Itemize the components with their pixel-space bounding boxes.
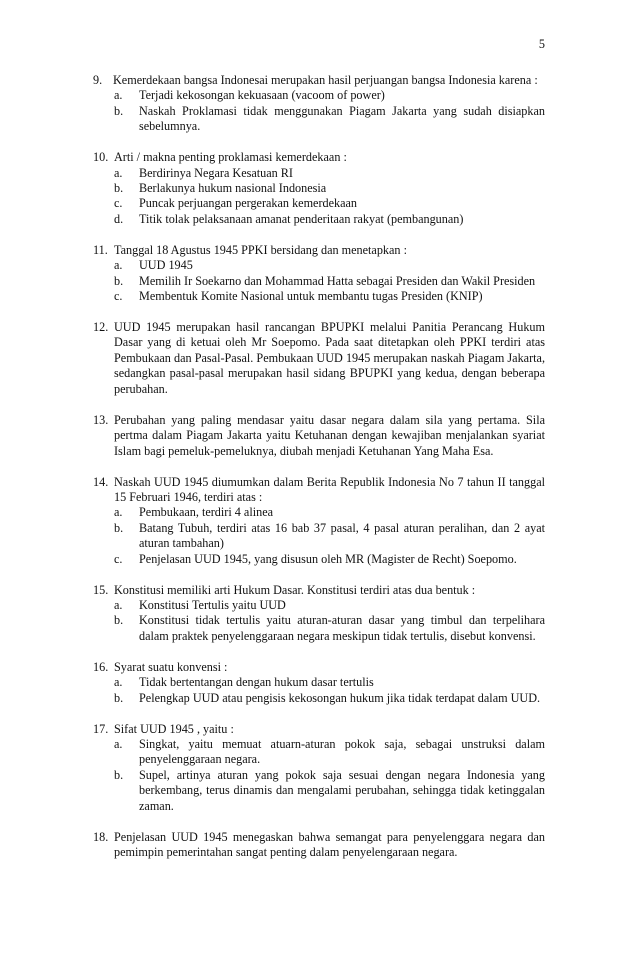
sub-item-text: Konstitusi Tertulis yaitu UUD — [139, 597, 286, 612]
numbered-list — [93, 73, 545, 876]
sub-item-text: Terjadi kekosongan kekuasaan (vacoom of power) — [139, 88, 385, 103]
item-text: Sifat UUD 1945 , yaitu : — [114, 721, 234, 736]
list-item-9 — [93, 73, 545, 135]
item-number: 16. — [93, 659, 109, 674]
item-number: 17. — [93, 721, 109, 736]
sub-item — [93, 289, 545, 304]
item-text: Kemerdekaan bangsa Indonesai merupakan hasil perjuangan bangsa Indonesia karena : — [113, 73, 538, 87]
item-text: UUD 1945 merupakan hasil rancangan BPUPKI melalui Panitia Perancang Hukum Dasar yang di ketuai oleh Mr Soepomo. Pada saat ditetapkan oleh PPKI terdiri atas Pembukaan dan Pasal-Pasal. Pembukaan UUD 1945 merupakan naskah Piagam Jakarta, sedangkan pasal-pasal merupakan hasil sidang BPUPKI yang kedua, dengan beberapa perubahan. — [114, 320, 545, 396]
sub-item-text: Supel, artinya aturan yang pokok saja sesuai dengan negara Indonesia yang berkembang, terus dinamis dan mengalami perubahan, sehingga tidak ketinggalan zaman. — [139, 767, 545, 813]
list-item-16 — [93, 660, 545, 706]
item-number: 13. — [93, 412, 109, 427]
item-text: Perubahan yang paling mendasar yaitu dasar negara dalam sila yang pertama. Sila pertma dalam Piagam Jakarta yaitu Ketuhanan dengan kewajiban menjalankan syariat Islam bagi pemeluk-pemeluknya, diubah menjadi Ketuhanan Yang Maha Esa. — [114, 412, 545, 458]
sub-item-label: b. — [114, 103, 124, 118]
sub-item — [93, 88, 545, 103]
item-text: Arti / makna penting proklamasi kemerdekaan : — [114, 150, 347, 165]
list-item-18 — [93, 830, 545, 861]
sub-item-label: b. — [114, 767, 124, 782]
item-number: 9. — [93, 73, 103, 87]
sub-item-text: Naskah Proklamasi tidak menggunakan Piagam Jakarta yang sudah disiapkan sebelumnya. — [139, 103, 545, 134]
list-item-10 — [93, 150, 545, 227]
sub-item-text: Tidak bertentangan dengan hukum dasar tertulis — [139, 675, 374, 690]
sub-item — [93, 274, 545, 289]
item-text: Konstitusi memiliki arti Hukum Dasar. Konstitusi terdiri atas dua bentuk : — [114, 582, 476, 597]
list-item-14 — [93, 475, 545, 567]
sub-item-text: Pembukaan, terdiri 4 alinea — [139, 505, 274, 520]
sub-item-label: c. — [114, 196, 123, 211]
sub-item-text: Penjelasan UUD 1945, yang disusun oleh MR (Magister de Recht) Soepomo. — [139, 551, 517, 566]
item-number: 18. — [93, 829, 109, 844]
sub-item — [93, 166, 545, 181]
sub-item-text: Konstitusi tidak tertulis yaitu aturan-aturan dasar yang timbul dan terpelihara dalam praktek penyelenggaraan negara meskipun tidak tertulis, disebut konvensi. — [139, 613, 545, 643]
sub-item-text: Puncak perjuangan pergerakan kemerdekaan — [139, 196, 358, 211]
sub-item — [93, 212, 545, 227]
sub-item-label: d. — [114, 211, 124, 226]
sub-item-text: UUD 1945 — [139, 258, 193, 273]
sub-item-label: a. — [114, 88, 123, 103]
list-item-15 — [93, 583, 545, 645]
sub-item-label: b. — [114, 613, 124, 628]
sub-item-label: b. — [114, 520, 124, 535]
sub-item-text: Berlakunya hukum nasional Indonesia — [139, 181, 327, 196]
sub-item-label: c. — [114, 551, 123, 566]
sub-item — [93, 675, 545, 690]
item-number: 14. — [93, 474, 109, 489]
sub-item-text: Singkat, yaitu memuat atuarn-aturan pokok saja, sebagai unstruksi dalam penyelenggaraan negara. — [139, 736, 545, 767]
item-number: 15. — [93, 582, 109, 597]
sub-item — [93, 737, 545, 768]
list-item-12 — [93, 320, 545, 397]
item-text: Tanggal 18 Agustus 1945 PPKI bersidang dan menetapkan : — [114, 242, 407, 257]
sub-item — [93, 691, 545, 706]
sub-item-label: a. — [114, 505, 123, 520]
item-number: 10. — [93, 150, 109, 165]
sub-item-label: a. — [114, 165, 123, 180]
list-item-13 — [93, 413, 545, 459]
item-number: 12. — [93, 320, 109, 335]
page-number: 5 — [538, 37, 545, 51]
sub-item-label: c. — [114, 289, 123, 304]
sub-item — [93, 598, 545, 613]
sub-item — [93, 521, 545, 552]
sub-item — [93, 258, 545, 273]
sub-item-label: b. — [114, 273, 124, 288]
sub-item-text: Membentuk Komite Nasional untuk membantu tugas Presiden (KNIP) — [139, 289, 483, 304]
sub-item-text: Pelengkap UUD atau pengisis kekosongan hukum jika tidak terdapat dalam UUD. — [139, 690, 541, 705]
sub-item-label: a. — [114, 675, 123, 690]
item-text: Syarat suatu konvensi : — [114, 659, 228, 674]
sub-item-text: Berdirinya Negara Kesatuan RI — [139, 165, 293, 180]
sub-item — [93, 104, 545, 135]
list-item-11 — [93, 243, 545, 305]
sub-item — [93, 552, 545, 567]
sub-item-label: a. — [114, 597, 123, 612]
item-text: Naskah UUD 1945 diumumkan dalam Berita Republik Indonesia No 7 tahun II tanggal 15 Februari 1946, terdiri atas : — [114, 474, 545, 504]
item-number: 11. — [93, 242, 108, 257]
sub-item-label: b. — [114, 181, 124, 196]
sub-item — [93, 181, 545, 196]
sub-item-label: a. — [114, 258, 123, 273]
sub-item-text: Memilih Ir Soekarno dan Mohammad Hatta sebagai Presiden dan Wakil Presiden — [139, 273, 536, 288]
item-text: Penjelasan UUD 1945 menegaskan bahwa semangat para penyelenggara negara dan pemimpin pemerintahan sangat penting dalam penyelengaraan negara. — [114, 829, 545, 859]
list-item-17 — [93, 722, 545, 814]
sub-item — [93, 768, 545, 814]
sub-item-label: b. — [114, 690, 124, 705]
sub-item-text: Titik tolak pelaksanaan amanat penderitaan rakyat (pembangunan) — [139, 211, 464, 226]
sub-item — [93, 505, 545, 520]
sub-item-label: a. — [114, 736, 123, 751]
sub-item-text: Batang Tubuh, terdiri atas 16 bab 37 pasal, 4 pasal aturan peralihan, dan 2 ayat aturan tambahan) — [139, 520, 545, 551]
sub-item — [93, 613, 545, 644]
sub-item — [93, 196, 545, 211]
